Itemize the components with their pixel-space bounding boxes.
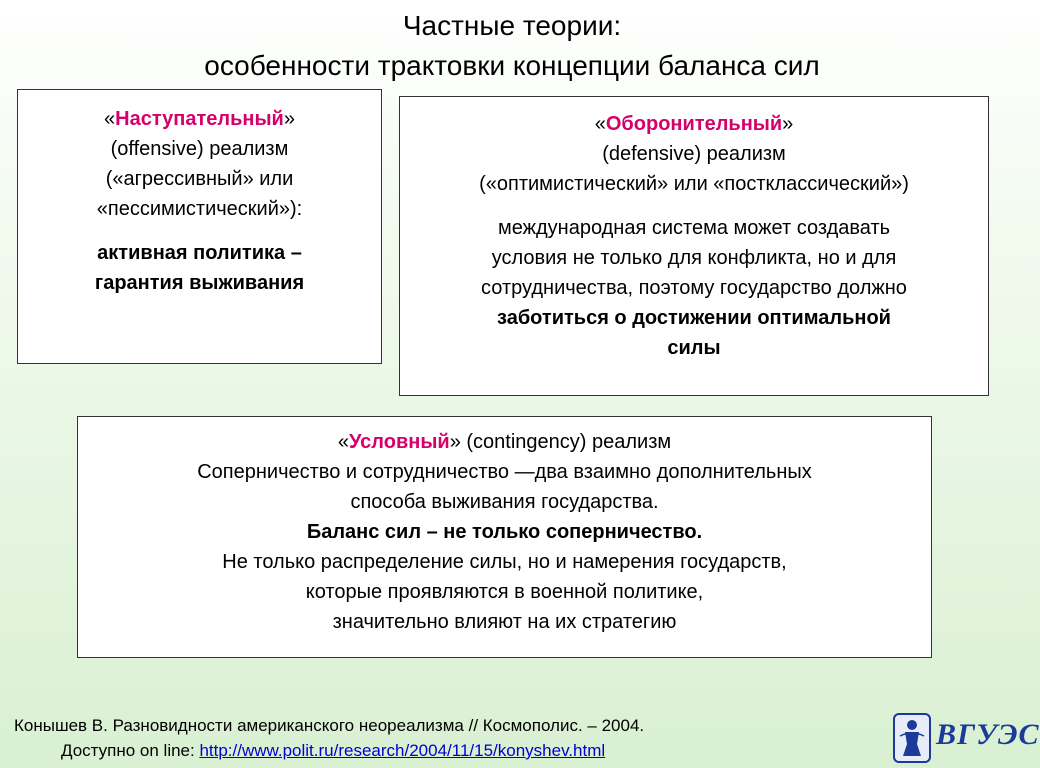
university-logo	[892, 712, 1040, 764]
offensive-bold-1: активная политика –	[97, 242, 302, 264]
quote-open: «	[594, 113, 606, 135]
offensive-bold-2: гарантия выживания	[94, 272, 305, 294]
contingency-realism-box	[77, 416, 932, 658]
contingency-bold: Баланс сил – не только соперничество.	[306, 521, 703, 543]
offensive-line-2: (offensive) реализм	[110, 138, 289, 160]
contingency-line-5: Не только распределение силы, но и намерения государств,	[222, 551, 787, 573]
defensive-line-3: («оптимистический» или «постклассический»)	[479, 173, 909, 195]
defensive-name: Оборонительный	[605, 113, 783, 135]
quote-open: «	[104, 108, 116, 130]
defensive-line-2: (defensive) реализм	[602, 143, 786, 165]
contingency-name: Условный	[348, 431, 450, 453]
available-label: Доступно on line:	[61, 741, 200, 760]
contingency-heading	[78, 427, 931, 457]
defensive-bold-1: заботиться о достижении оптимальной	[497, 307, 891, 329]
defensive-text-1: международная система может создавать	[497, 217, 891, 239]
offensive-name: Наступательный	[115, 108, 284, 130]
offensive-line-3: («агрессивный» или	[105, 168, 294, 190]
contingency-line-3: способа выживания государства.	[350, 491, 659, 513]
quote-open: «	[337, 431, 349, 453]
quote-close: »	[782, 113, 794, 135]
contingency-heading-rest: » (contingency) реализм	[449, 431, 672, 453]
defensive-heading	[400, 109, 988, 139]
citation-text: Конышев В. Разновидности американского неореализма // Космополис. – 2004.	[14, 716, 645, 735]
defensive-text-2: условия не только для конфликта, но и для	[491, 247, 897, 269]
availability-line	[14, 738, 644, 763]
defensive-realism-box	[399, 96, 989, 396]
footer-citation	[14, 713, 644, 763]
defensive-bold-2: силы	[667, 337, 721, 359]
defensive-text-3: сотрудничества, поэтому государство должно	[481, 277, 907, 299]
title-line-1: Частные теории:	[402, 10, 622, 41]
quote-close: »	[283, 108, 295, 130]
contingency-line-2: Соперничество и сотрудничество —два взаимно дополнительных	[197, 461, 812, 483]
logo-text: ВГУЭС	[936, 718, 1040, 751]
slide-title	[0, 6, 1024, 86]
offensive-heading	[18, 104, 381, 134]
university-emblem-icon	[892, 712, 932, 764]
source-link[interactable]: http://www.polit.ru/research/2004/11/15/konyshev.html	[199, 741, 606, 760]
contingency-line-7: значительно влияют на их стратегию	[332, 611, 677, 633]
offensive-line-4: «пессимистический»):	[96, 198, 303, 220]
title-line-2: особенности трактовки концепции баланса сил	[204, 50, 820, 81]
offensive-realism-box	[17, 89, 382, 364]
contingency-line-6: которые проявляются в военной политике,	[305, 581, 704, 603]
